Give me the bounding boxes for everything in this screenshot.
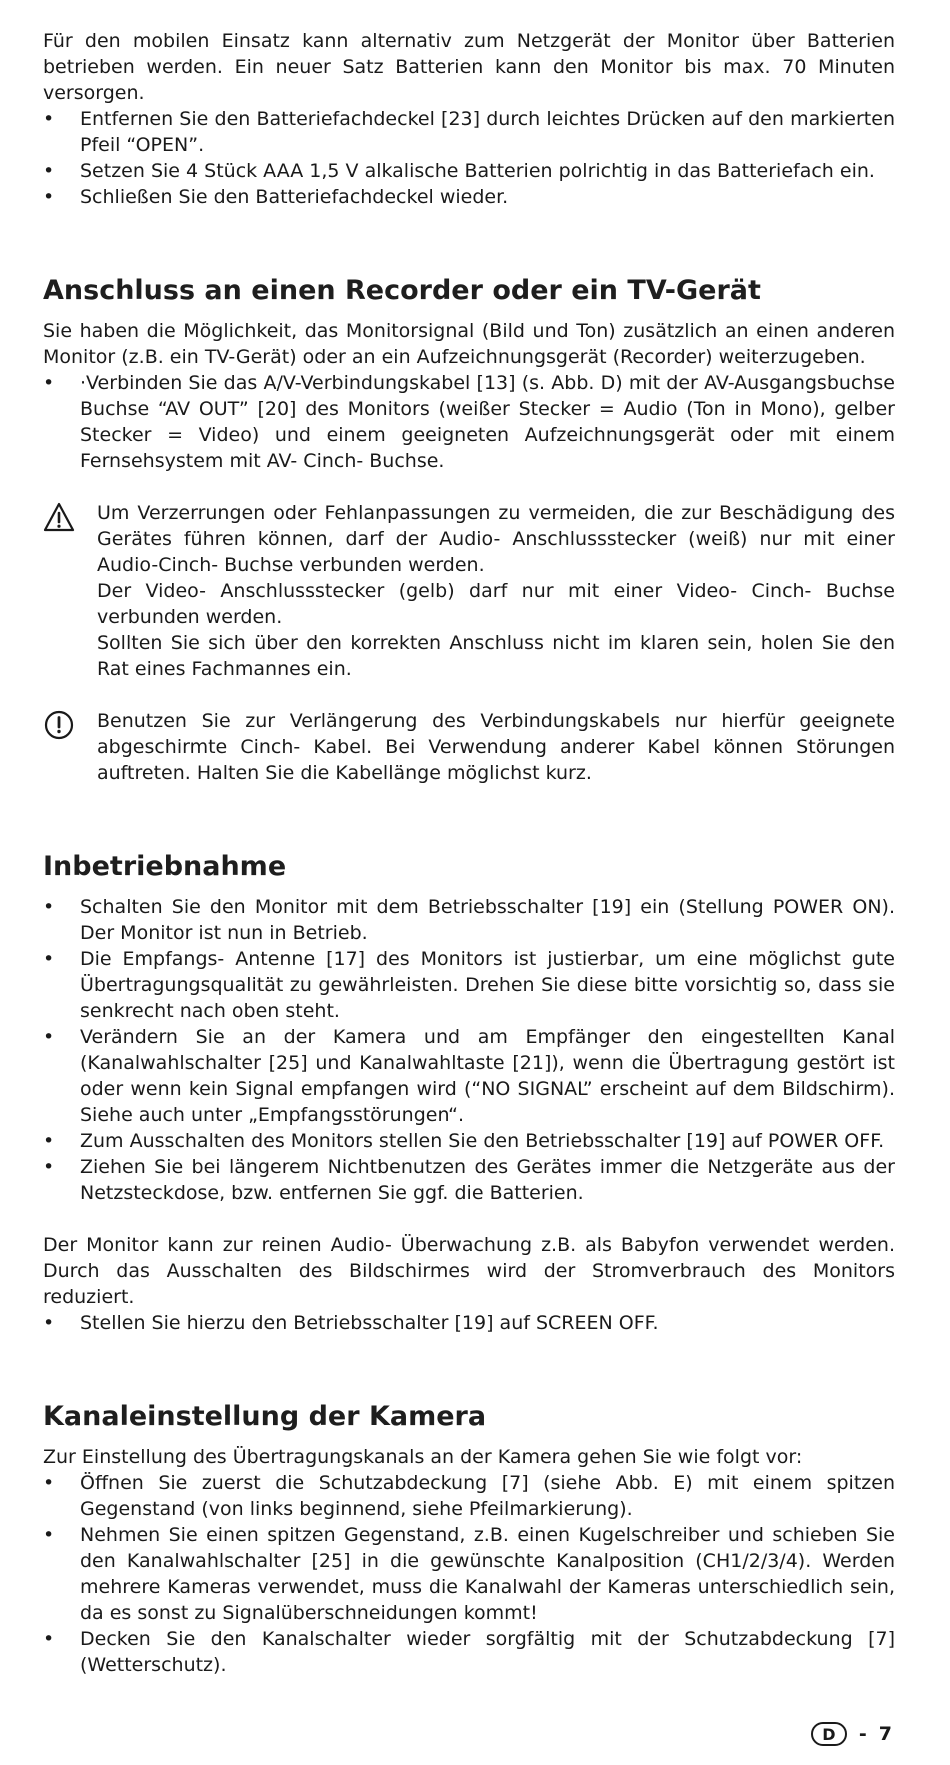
list-item: • Öffnen Sie zuerst die Schutzabdeckung [7] (siehe Abb. E) mit einem spitzen Gegenstand (von links beginnend, siehe Pfeilmarkierung). — [43, 1470, 895, 1522]
section-heading: Anschluss an einen Recorder oder ein TV-Gerät — [43, 275, 761, 306]
recorder-paragraph: Sie haben die Möglichkeit, das Monitorsignal (Bild und Ton) zusätzlich an einen anderen Monitor (z.B. ein TV-Gerät) oder an ein Aufzeichnungsgerät (Recorder) weiterzugeben. — [43, 320, 895, 368]
list-item: • ·Verbinden Sie das A/V-Verbindungskabel [13] (s. Abb. D) mit der AV-Ausgangsbuchse Buchse “AV OUT” [20] des Monitors (weißer Stecker = Audio (Ton in Mono), gelber Stecker = Video) und einem geeigneten Aufzeichnungsgerät oder mit einem Fernsehsystem mit AV- Cinch- Buchse. — [43, 370, 895, 474]
list-item: • Verändern Sie an der Kamera und am Empfänger den eingestellten Kanal (Kanalwahlschalter [25] und Kanalwahltaste [21]), wenn die Übertragung gestört ist oder wenn kein Signal empfangen wird (“NO SIGNAL” erscheint auf dem Bildschirm). Siehe auch unter „Empfangsstörungen“. — [43, 1024, 895, 1128]
battery-steps — [43, 106, 895, 210]
channel-steps — [43, 1470, 895, 1678]
recorder-section — [43, 272, 895, 786]
exclamation-circle-icon — [43, 710, 75, 740]
warning-text: Um Verzerrungen oder Fehlanpassungen zu vermeiden, die zur Beschädigung des Gerätes führen können, darf der Audio- Anschlussstecker (weiß) nur mit einer Audio-Cinch- Buchse verbunden werden. — [97, 502, 895, 576]
section-heading: Inbetriebnahme — [43, 851, 287, 882]
list-item: • Schließen Sie den Batteriefachdeckel wieder. — [43, 184, 895, 210]
recorder-steps — [43, 370, 895, 474]
intro-paragraph: Für den mobilen Einsatz kann alternativ zum Netzgerät der Monitor über Batterien betrieben werden. Ein neuer Satz Batterien kann den Monitor bis max. 70 Minuten versorgen. — [43, 30, 895, 104]
warning-text: Sollten Sie sich über den korrekten Anschluss nicht im klaren sein, holen Sie den Rat eines Fachmannes ein. — [97, 632, 895, 680]
startup-steps — [43, 894, 895, 1206]
list-item: • Die Empfangs- Antenne [17] des Monitors ist justierbar, um eine möglichst gute Übertragungsqualität zu gewährleisten. Drehen Sie diese bitte vorsichtig so, dass sie senkrecht nach oben steht. — [43, 946, 895, 1024]
warning-triangle-icon — [43, 502, 75, 532]
channel-paragraph: Zur Einstellung des Übertragungskanals an der Kamera gehen Sie wie folgt vor: — [43, 1446, 803, 1468]
warning-text: Der Video- Anschlussstecker (gelb) darf nur mit einer Video- Cinch- Buchse verbunden werden. — [97, 580, 895, 628]
list-item: • Setzen Sie 4 Stück AAA 1,5 V alkalische Batterien polrichtig in das Batteriefach ein. — [43, 158, 895, 184]
audio-monitoring-steps — [43, 1310, 895, 1336]
footer-separator: - — [858, 1723, 867, 1745]
list-item: • Schalten Sie den Monitor mit dem Betriebsschalter [19] ein (Stellung POWER ON). Der Monitor ist nun in Betrieb. — [43, 894, 895, 946]
page-number: 7 — [878, 1723, 892, 1745]
list-item: • Nehmen Sie einen spitzen Gegenstand, z.B. einen Kugelschreiber und schieben Sie den Kanalwahlschalter [25] in die gewünschte Kanalposition (CH1/2/3/4). Werden mehrere Kameras verwendet, muss die Kanalwahl der Kameras unterschiedlich sein, da es sonst zu Signalüberschneidungen kommt! — [43, 1522, 895, 1626]
notice-text: Benutzen Sie zur Verlängerung des Verbindungskabels nur hierfür geeignete abgeschirmte Cinch- Kabel. Bei Verwendung anderer Kabel können Störungen auftreten. Halten Sie die Kabellänge möglichst kurz. — [97, 710, 895, 784]
audio-monitoring-paragraph: Der Monitor kann zur reinen Audio- Überwachung z.B. als Babyfon verwendet werden. Durch das Ausschalten des Bildschirmes wird der Stromverbrauch des Monitors reduziert. — [43, 1234, 895, 1308]
startup-section — [43, 848, 895, 1336]
channel-section — [43, 1398, 895, 1678]
list-item: • Stellen Sie hierzu den Betriebsschalter [19] auf SCREEN OFF. — [43, 1310, 895, 1336]
list-item: • Zum Ausschalten des Monitors stellen Sie den Betriebsschalter [19] auf POWER OFF. — [43, 1128, 895, 1154]
battery-section — [43, 28, 895, 210]
notice-note — [43, 708, 895, 786]
document-page — [43, 28, 895, 1678]
page-footer — [811, 1722, 892, 1746]
list-item: • Decken Sie den Kanalschalter wieder sorgfältig mit der Schutzabdeckung [7] (Wetterschutz). — [43, 1626, 895, 1678]
warning-note — [43, 500, 895, 682]
section-heading: Kanaleinstellung der Kamera — [43, 1401, 487, 1432]
country-badge: D — [811, 1722, 847, 1746]
list-item: • Entfernen Sie den Batteriefachdeckel [23] durch leichtes Drücken auf den markierten Pfeil “OPEN”. — [43, 106, 895, 158]
list-item: • Ziehen Sie bei längerem Nichtbenutzen des Gerätes immer die Netzgeräte aus der Netzsteckdose, bzw. entfernen Sie ggf. die Batterien. — [43, 1154, 895, 1206]
